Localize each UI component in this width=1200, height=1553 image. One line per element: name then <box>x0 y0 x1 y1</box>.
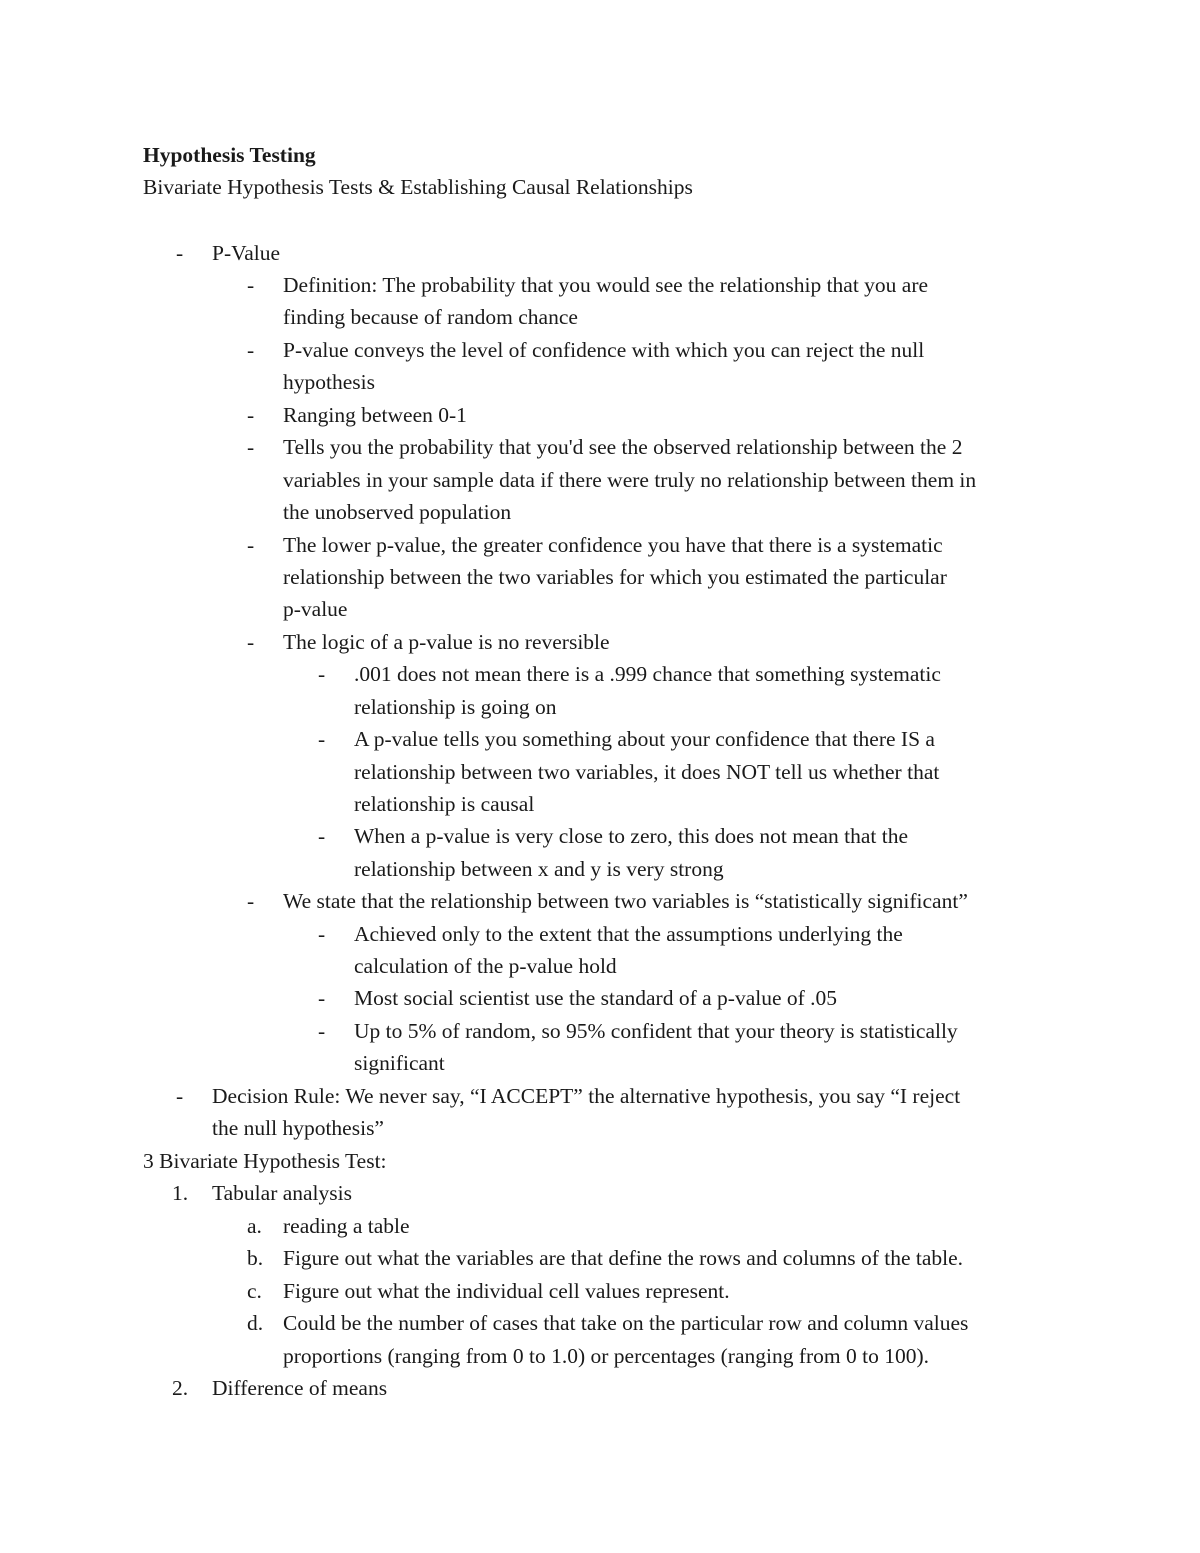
pvalue-definition-line: finding because of random chance <box>283 305 578 329</box>
logic-item-line: A p-value tells you something about your confidence that there IS a <box>354 727 935 751</box>
bullet-marker: - <box>247 338 255 362</box>
pvalue-tells-line: variables in your sample data if there were truly no relationship between them in <box>283 468 977 492</box>
bullet-marker: - <box>247 435 255 459</box>
significant-item-line: Most social scientist use the standard of a p-value of .05 <box>354 986 838 1010</box>
pvalue-tells-line: Tells you the probability that you'd see the observed relationship between the 2 <box>283 435 963 459</box>
bullet-marker: - <box>247 273 255 297</box>
pvalue-definition-line: Definition: The probability that you would see the relationship that you are <box>283 273 929 297</box>
list-letter: d. <box>247 1311 264 1335</box>
bullet-marker: - <box>318 922 326 946</box>
tests-heading: 3 Bivariate Hypothesis Test: <box>143 1149 387 1173</box>
pvalue-lower-line: relationship between the two variables for which you estimated the particular <box>283 565 947 589</box>
logic-item-line: relationship between x and y is very strong <box>354 857 724 881</box>
decision-rule-line: the null hypothesis” <box>212 1116 384 1140</box>
pvalue-tells-line: the unobserved population <box>283 500 512 524</box>
list-number: 1. <box>172 1181 189 1205</box>
pvalue-conveys-line: hypothesis <box>283 370 375 394</box>
document-subtitle: Bivariate Hypothesis Tests & Establishing Causal Relationships <box>143 175 693 199</box>
document-title: Hypothesis Testing <box>143 143 316 167</box>
list-letter: b. <box>247 1246 264 1270</box>
logic-item-line: relationship is causal <box>354 792 535 816</box>
significant-item-line: calculation of the p-value hold <box>354 954 617 978</box>
bullet-marker: - <box>247 533 255 557</box>
pvalue-logic: The logic of a p-value is no reversible <box>283 630 610 654</box>
bullet-marker: - <box>176 1084 184 1108</box>
logic-item-line: relationship between two variables, it does NOT tell us whether that <box>354 760 940 784</box>
test-label: Difference of means <box>212 1376 388 1400</box>
bullet-marker: - <box>318 662 326 686</box>
test-item-line: Could be the number of cases that take on the particular row and column values <box>283 1311 969 1335</box>
pvalue-range: Ranging between 0-1 <box>283 403 467 427</box>
bullet-marker: - <box>176 241 184 265</box>
bullet-marker: - <box>318 986 326 1010</box>
bullet-marker: - <box>247 889 255 913</box>
pvalue-heading: P-Value <box>212 241 281 265</box>
bullet-marker: - <box>318 1019 326 1043</box>
pvalue-significant: We state that the relationship between two variables is “statistically significant” <box>283 889 968 913</box>
significant-item-line: Up to 5% of random, so 95% confident that your theory is statistically <box>354 1019 958 1043</box>
logic-item-line: relationship is going on <box>354 695 557 719</box>
list-number: 2. <box>172 1376 189 1400</box>
list-letter: a. <box>247 1214 262 1238</box>
logic-item-line: .001 does not mean there is a .999 chance that something systematic <box>354 662 941 686</box>
test-item-line: reading a table <box>283 1214 410 1238</box>
bullet-marker: - <box>247 403 255 427</box>
bullet-marker: - <box>247 630 255 654</box>
list-letter: c. <box>247 1279 262 1303</box>
pvalue-lower-line: p-value <box>283 597 348 621</box>
significant-item-line: significant <box>354 1051 445 1075</box>
significant-item-line: Achieved only to the extent that the assumptions underlying the <box>354 922 903 946</box>
pvalue-lower-line: The lower p-value, the greater confidence you have that there is a systematic <box>283 533 943 557</box>
bullet-marker: - <box>318 727 326 751</box>
decision-rule-line: Decision Rule: We never say, “I ACCEPT” the alternative hypothesis, you say “I reject <box>212 1084 961 1108</box>
test-item-line: proportions (ranging from 0 to 1.0) or percentages (ranging from 0 to 100). <box>283 1344 930 1368</box>
test-label: Tabular analysis <box>212 1181 352 1205</box>
test-item-line: Figure out what the individual cell values represent. <box>283 1279 730 1303</box>
pvalue-conveys-line: P-value conveys the level of confidence with which you can reject the null <box>283 338 925 362</box>
logic-item-line: When a p-value is very close to zero, this does not mean that the <box>354 824 909 848</box>
test-item-line: Figure out what the variables are that define the rows and columns of the table. <box>283 1246 964 1270</box>
bullet-marker: - <box>318 824 326 848</box>
